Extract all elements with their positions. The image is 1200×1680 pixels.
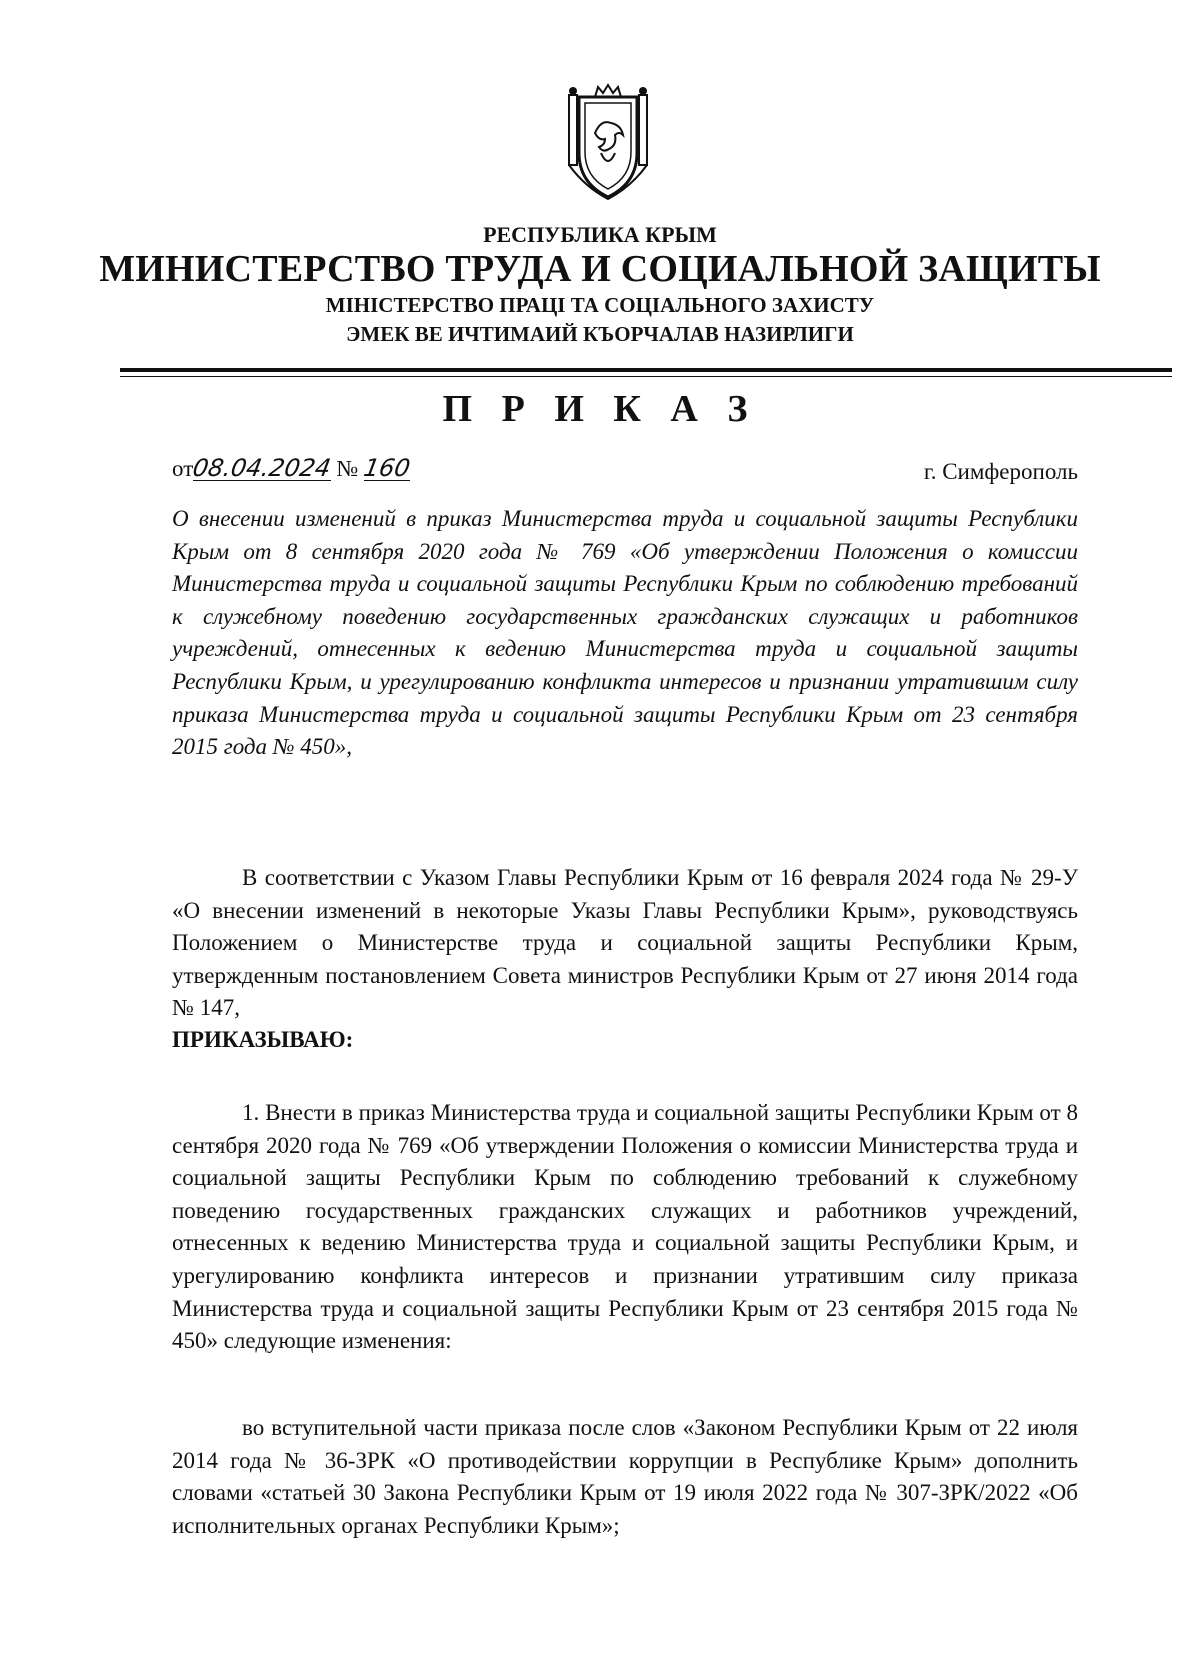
document-type-title: П Р И К А З xyxy=(442,388,758,430)
ministry-heading-crh: ЭМЕК ВЕ ИЧТИМАИЙ КЪОРЧАЛАВ НАЗИРЛИГИ xyxy=(346,322,854,346)
preamble-paragraph: В соответствии с Указом Главы Республики Крым от 16 февраля 2024 года № 29-У «О внесении изменений в некоторые Указы Главы Республики Крым», руководствуясь Положением о Министерстве труда и социальной защиты Республики Крым, утвержденным постановлением Совета министров Республики Крым от 27 июня 2014 года № 147, xyxy=(172,865,1078,1021)
date-number-line xyxy=(172,454,413,482)
order-number-field xyxy=(361,454,413,482)
item-1-paragraph: 1. Внести в приказ Министерства труда и социальной защиты Республики Крым от 8 сентября 2020 года № 769 «Об утверждении Положения о комиссии Министерства труда и социальной защиты Республики Крым по соблюдению требований к служебному поведению государственных гражданских служащих и работников учреждений, отнесенных к ведению Министерства труда и социальной защиты Республики Крым, и урегулированию конфликта интересов и признании утратившим силу приказа Министерства труда и социальной защиты Республики Крым от 23 сентября 2015 года № 450» следующие изменения: xyxy=(172,1100,1078,1354)
ministry-heading: МИНИСТЕРСТВО ТРУДА И СОЦИАЛЬНОЙ ЗАЩИТЫ xyxy=(99,248,1101,290)
coat-of-arms-icon xyxy=(565,83,651,203)
order-subject: О внесении изменений в приказ Министерства труда и социальной защиты Республики Крым от 8 сентября 2020 года № 769 «Об утверждении Положения о комиссии Министерства труда и социальной защиты Республики Крым по соблюдению требований к служебному поведению государственных гражданских служащих и работников учреждений, отнесенных к ведению Министерства труда и социальной защиты Республики Крым, и урегулированию конфликта интересов и признании утратившим силу приказа Министерства труда и социальной защиты Республики Крым от 23 сентября 2015 года № 450», xyxy=(172,506,1078,760)
item-1-sub-paragraph: во вступительной части приказа после слов «Законом Республики Крым от 22 июля 2014 года № 36-ЗРК «О противодействии коррупции в Республике Крым» дополнить словами «статьей 30 Закона Республики Крым от 19 июля 2022 года № 307-ЗРК/2022 «Об исполнительных органах Республики Крым»; xyxy=(172,1415,1078,1538)
order-date: 08.04.2024 xyxy=(190,454,334,482)
republic-heading: РЕСПУБЛИКА КРЫМ xyxy=(483,222,717,247)
order-number: 160 xyxy=(361,454,413,482)
city: г. Симферополь xyxy=(923,459,1078,484)
ministry-heading-ua: МІНІСТЕРСТВО ПРАЦІ ТА СОЦІАЛЬНОГО ЗАХИСТУ xyxy=(325,293,875,317)
number-label: № xyxy=(336,456,359,481)
header-divider-thick xyxy=(120,368,1172,372)
order-date-field xyxy=(190,454,334,482)
order-word: ПРИКАЗЫВАЮ: xyxy=(172,1027,354,1052)
from-label: от xyxy=(172,456,194,481)
header-divider-thin xyxy=(120,376,1172,377)
